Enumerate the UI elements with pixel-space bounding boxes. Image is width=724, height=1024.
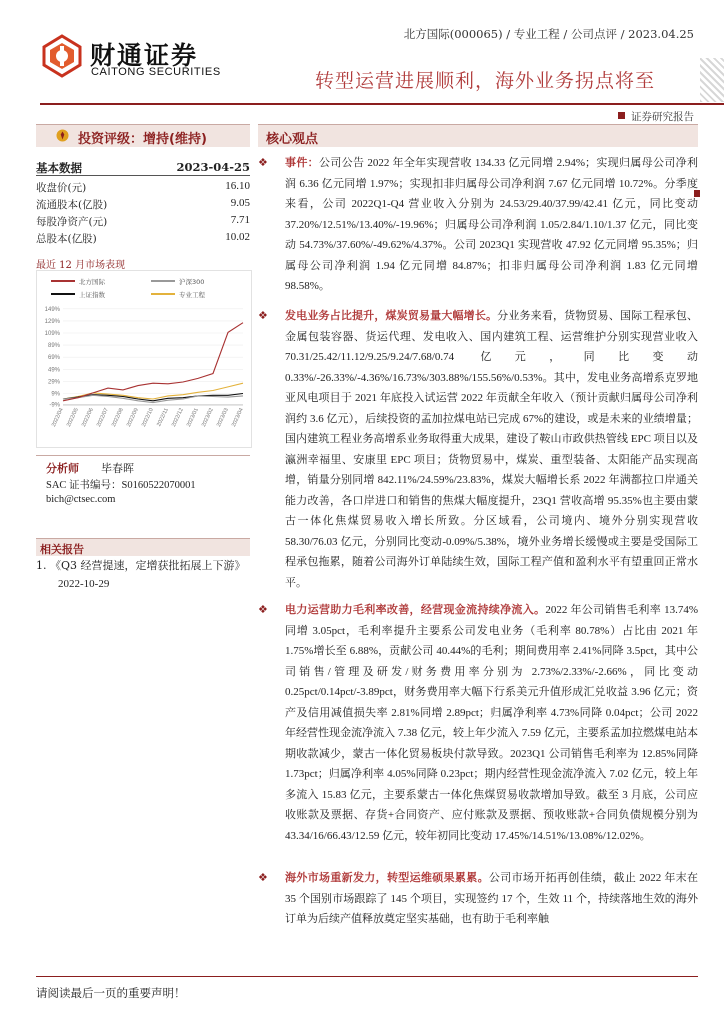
footer-divider [36, 976, 698, 977]
x-tick-label: 2022/10 [140, 407, 155, 428]
logo-text-en: CAITONG SECURITIES [91, 66, 221, 78]
company-logo [40, 34, 230, 84]
basic-data-row: 每股净资产(元) 7.71 [36, 214, 250, 228]
y-tick-label: 149% [44, 306, 60, 313]
diamond-bullet-icon: ❖ [258, 309, 268, 322]
x-tick-label: 2022/11 [156, 407, 170, 428]
decorative-hatch [700, 58, 724, 102]
report-meta: 北方国际(000065) / 专业工程 / 公司点评 / 2023.04.25 [403, 27, 694, 41]
square-icon [618, 112, 625, 119]
market-chart [36, 270, 252, 448]
core-paragraph: ❖ 事件：公司公告 2022 年全年实现营收 134.33 亿元同增 2.94%；实现归属母公司净利润 6.36 亿元同增 1.97%；实现扣非归属母公司净利润 7.67 亿元同增 10.72%。分季度来看，公司 2022Q1-Q4 营业收入分别为 24.53/29.40/37.99/42.41 亿元，同比变动 37.20%/12.51%/13.40%/-19.96%；归属母公司净利润 1.05/2.84/1.10/1.37 亿元，同比变动 54.73%/37.60%/-49.62%/4.37%。公司 2023Q1 实现营收 47.92 亿元同增 95.35%；归属母公司净利润 1.94 亿元同增 84.87%；扣非归属母公司净利润 1.83 亿元同增 98.58%。 [258, 153, 698, 297]
x-tick-label: 2023/02 [200, 407, 215, 428]
analyst-sac: SAC 证书编号：S0160522070001 [46, 480, 196, 491]
related-reports-header: 相关报告 [36, 538, 250, 556]
rating-box [36, 124, 250, 147]
badge-icon [56, 129, 69, 142]
y-tick-label: 129% [44, 318, 60, 325]
series-line [63, 323, 243, 401]
x-tick-label: 2022/12 [170, 407, 185, 428]
report-title: 转型运营进展顺利，海外业务拐点将至 [315, 70, 656, 92]
core-paragraph: ❖ 海外市场重新发力，转型运维硕果累累。公司市场开拓再创佳绩，截止 2022 年末在 35 个国别市场跟踪了 145 个项目，实现签约 17 个，生效 11 个，持续落地生效的海外订单为后续产值释放奠定坚实基础，也有助于毛利率触 [258, 868, 698, 968]
trend-label: 最近 12 月市场表现 [36, 260, 126, 271]
logo-text-cn: 财通证券 [90, 41, 199, 70]
x-tick-label: 2022/07 [95, 407, 110, 428]
report-type-label: 证券研究报告 [618, 109, 694, 124]
y-tick-label: 9% [51, 391, 60, 398]
y-tick-label: 49% [47, 367, 60, 374]
basic-data-row: 流通股本(亿股) 9.05 [36, 197, 250, 211]
legend-label: 专业工程 [179, 291, 205, 299]
x-tick-label: 2022/05 [65, 407, 80, 428]
x-tick-label: 2022/08 [110, 407, 125, 428]
core-paragraph: ❖ 电力运营助力毛利率改善，经营现金流持续净流入。2022 年公司销售毛利率 13.74%同增 3.05pct，毛利率提升主要系公司发电业务（毛利率 80.78%）占比由 2021 年 1.75%增长至 6.88%，贡献公司 40.44%的毛利；期间费用率 2.41%同降 3.5pct，其中公司销售/管理及研发/财务费用率分别为 2.73%/2.33%/-2.66%，同比变动 0.25pct/0.14pct/-3.89pct，财务费用率大幅下行系美元升值形成汇兑收益 3.96 亿元；资产及信用减值损失率 2.81%同增 2.89pct；归属净利率 4.73%同降 0.04pct；公司 2022 年经营性现金流净流入 7.38 亿元，较上年少流入 7.59 亿元，主要系孟加拉燃煤电站本期收款减少，蒙古一体化贸易板块付款导致。2023Q1 公司销售毛利率为 12.85%同降 1.73pct；归属净利率 4.05%同降 0.23pct；期内经营性现金流净流入 7.02 亿元，较上年多流入 15.83 亿元，主要系蒙古一体化焦煤贸易收款增加导致。截至 3 月底，公司应收账款及票据、存货+合同资产、应付账款及票据、预收账款+合同负债规模分别为 43.34/16/66.43/12.59 亿元，较年初同比变动 17.45%/14.51%/13.08%/12.02%。 [258, 600, 698, 846]
y-tick-label: 69% [47, 355, 60, 362]
basic-data-header [36, 160, 250, 176]
basic-data-row: 总股本(亿股) 10.02 [36, 231, 250, 245]
analyst-name: 毕春晖 [101, 462, 134, 475]
basic-data-divider [36, 175, 250, 176]
rating-label: 投资评级：增持(维持) [78, 132, 207, 147]
core-views-header: 核心观点 [258, 124, 698, 147]
basic-data-title: 基本数据 [36, 161, 82, 175]
analyst-name-row: 分析师 毕春晖 [46, 462, 134, 475]
market-chart-svg [37, 271, 251, 447]
legend-label: 上证指数 [79, 291, 105, 299]
analyst-email: bich@ctsec.com [46, 494, 116, 505]
caitong-logo-icon [40, 34, 84, 78]
basic-data-row: 收盘价(元) 16.10 [36, 180, 250, 194]
y-tick-label: 109% [44, 331, 60, 338]
core-paragraph: ❖ 发电业务占比提升，煤炭贸易量大幅增长。分业务来看，货物贸易、国际工程承包、金属包装容器、货运代理、发电收入、国内建筑工程、运营维护分别实现营业收入 70.31/25.42/11.12/9.25/9.24/7.68/0.74 亿元，同比变动 0.33%/-26.33%/-4.36%/16.73%/303.88%/155.56%/0.53%。其中，发电业务高增系克罗地亚风电项目于 2021 年底投入试运营 2022 年贡献全年收入（预计贡献归属母公司净利润约 3.6 亿元），后续投资的孟加拉煤电站已完成 67%的建设，或是未来的业绩增量；国内建筑工程业务高增系业务取得重大成果，建设了鞍山市政供热管线 EPC 项目以及瀛洲幸福里、安康里 EPC 项目；货物贸易中，煤炭、重型装备、太阳能产品实现高增，销量分别同增 842.11%/24.59%/23.83%，煤炭大幅增长系 2022 年满都拉口岸通关能力改善，各口岸进口和销售的焦煤大幅度提升，23Q1 营收高增 95.35%也主要由蒙古一体化焦煤贸易收入增长所致。分区域看，公司境内、境外分别实现营收 58.30/76.03 亿元，分别同比变动-0.09%/5.38%，境外业务增长缓慢或主要是受国际工程承包拖累，随着公司海外订单陆续生效，国际工程产值和盈利水平有望重回正常水平。 [258, 306, 698, 593]
x-tick-label: 2022/09 [125, 407, 140, 428]
x-tick-label: 2023/01 [185, 407, 200, 428]
y-tick-label: -9% [49, 402, 60, 409]
x-tick-label: 2023/04 [230, 407, 245, 428]
basic-data-date: 2023-04-25 [176, 160, 250, 174]
diamond-bullet-icon: ❖ [258, 871, 268, 884]
analyst-divider [36, 455, 250, 456]
legend-label: 沪深300 [179, 278, 205, 286]
disclaimer-note: 请阅读最后一页的重要声明！ [36, 986, 186, 1000]
y-tick-label: 29% [47, 379, 60, 386]
x-tick-label: 2022/04 [50, 407, 65, 428]
related-report-link[interactable]: 1. 《Q3 经营提速，定增获批拓展上下游》2022-10-29 [36, 559, 246, 590]
x-tick-label: 2022/06 [80, 407, 95, 428]
header-divider [40, 103, 724, 105]
diamond-bullet-icon: ❖ [258, 156, 268, 169]
x-tick-label: 2023/03 [215, 407, 230, 428]
diamond-bullet-icon: ❖ [258, 603, 268, 616]
page-marker-icon [694, 190, 700, 197]
y-tick-label: 89% [47, 343, 60, 350]
legend-label: 北方国际 [79, 278, 105, 286]
